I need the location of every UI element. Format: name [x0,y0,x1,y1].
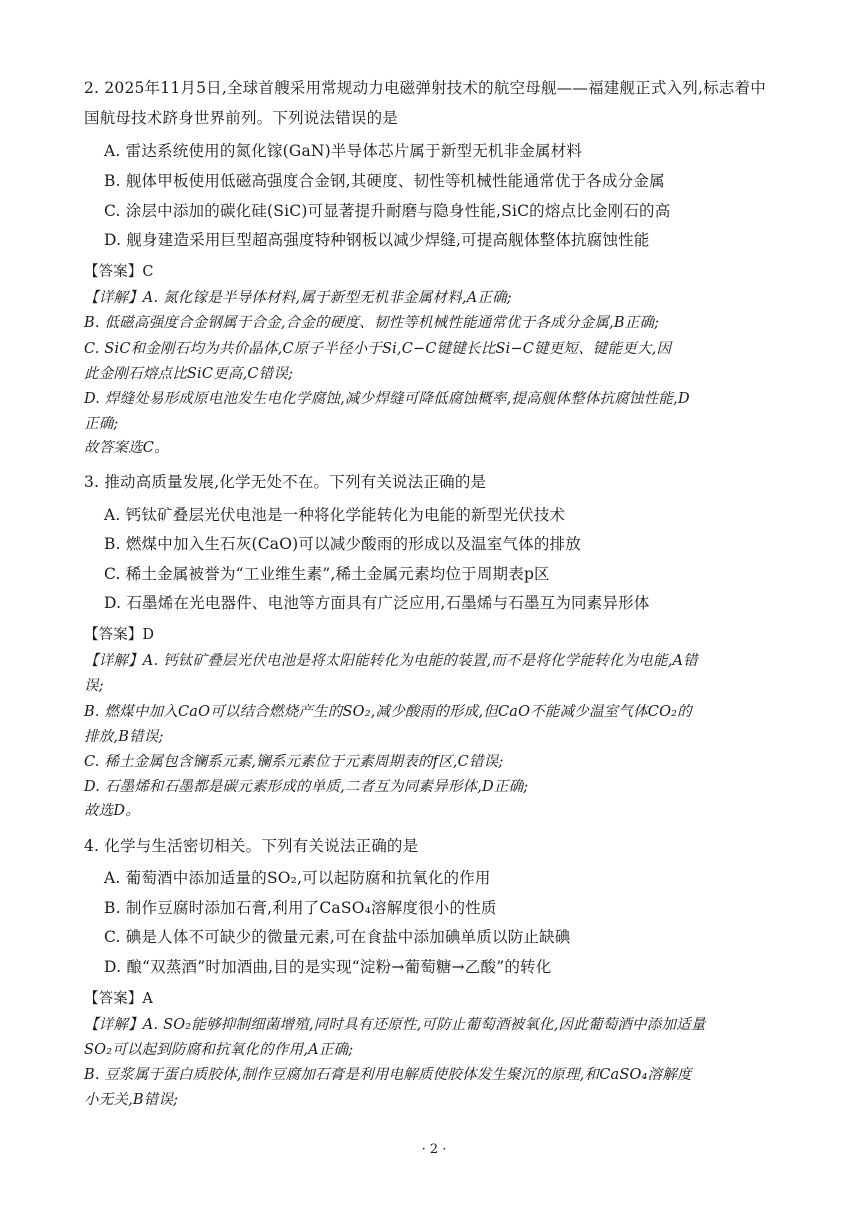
q3-explanation-line5: C. 稀土金属包含镧系元素,镧系元素位于元素周期表的f区,C错误; [84,754,504,770]
q4-option-b: B. 制作豆腐时添加石膏,利用了CaSO₄溶解度很小的性质 [104,899,497,917]
q3-explanation-line7: 故选D。 [84,803,140,819]
page-number: · 2 · [421,1142,447,1157]
q3-option-c: C. 稀土金属被誉为“工业维生素”,稀土金属元素均位于周期表p区 [104,565,550,583]
q2-option-a: A. 雷达系统使用的氮化镓(GaN)半导体芯片属于新型无机非金属材料 [104,142,583,160]
q2-stem-line1: 2. 2025年11月5日,全球首艘采用常规动力电磁弹射技术的航空母舰——福建舰正式入列,标志着中 [84,79,766,97]
q2-explanation-line3: C. SiC和金刚石均为共价晶体,C原子半径小于Si,C−C键键长比Si−C键更短、键能更大,因 [84,341,672,357]
q2-explanation-line7: 故答案选C。 [84,440,169,456]
q3-explanation-line2: 误; [84,678,104,694]
q3-option-b: B. 燃煤中加入生石灰(CaO)可以减少酸雨的形成以及温室气体的排放 [104,535,581,553]
q2-answer: 【答案】C [84,264,154,280]
q2-stem-line2: 国航母技术跻身世界前列。下列说法错误的是 [84,109,399,127]
q2-explanation-line4: 此金刚石熔点比SiC更高,C错误; [84,366,294,382]
q3-answer: 【答案】D [84,627,155,643]
q2-explanation-line1: 【详解】A. 氮化镓是半导体材料,属于新型无机非金属材料,A正确; [84,290,512,306]
q4-explanation-line2: SO₂可以起到防腐和抗氧化的作用,A正确; [84,1042,354,1058]
q4-option-d: D. 酿“双蒸酒”时加酒曲,目的是实现“淀粉→葡萄糖→乙酸”的转化 [104,958,552,976]
q4-answer: 【答案】A [84,991,153,1007]
q4-explanation-line4: 小无关,B错误; [84,1092,179,1108]
q3-explanation-line4: 排放,B错误; [84,729,164,745]
q3-option-a: A. 钙钛矿叠层光伏电池是一种将化学能转化为电能的新型光伏技术 [104,506,566,524]
q3-stem: 3. 推动高质量发展,化学无处不在。下列有关说法正确的是 [84,473,487,491]
q2-option-d: D. 舰身建造采用巨型超高强度特种钢板以减少焊缝,可提高舰体整体抗腐蚀性能 [104,231,650,249]
q3-explanation-line6: D. 石墨烯和石墨都是碳元素形成的单质,二者互为同素异形体,D正确; [84,779,529,795]
q3-explanation-line3: B. 燃煤中加入CaO可以结合燃烧产生的SO₂,减少酸雨的形成,但CaO不能减少温室气体CO₂的 [84,704,692,720]
q2-option-b: B. 舰体甲板使用低磁高强度合金钢,其硬度、韧性等机械性能通常优于各成分金属 [104,172,665,190]
q2-explanation-line6: 正确; [84,416,119,432]
q2-explanation-line2: B. 低磁高强度合金钢属于合金,合金的硬度、韧性等机械性能通常优于各成分金属,B正确; [84,315,660,331]
q4-explanation-line1: 【详解】A. SO₂能够抑制细菌增殖,同时具有还原性,可防止葡萄酒被氧化,因此葡萄酒中添加适量 [84,1017,706,1033]
q4-stem: 4. 化学与生活密切相关。下列有关说法正确的是 [84,837,419,855]
q2-explanation-line5: D. 焊缝处易形成原电池发生电化学腐蚀,减少焊缝可降低腐蚀概率,提高舰体整体抗腐蚀性能,D [84,391,690,407]
q4-option-a: A. 葡萄酒中添加适量的SO₂,可以起防腐和抗氧化的作用 [104,869,491,887]
q4-option-c: C. 碘是人体不可缺少的微量元素,可在食盐中添加碘单质以防止缺碘 [104,928,571,946]
q3-explanation-line1: 【详解】A. 钙钛矿叠层光伏电池是将太阳能转化为电能的装置,而不是将化学能转化为电能,A错 [84,653,698,669]
q4-explanation-line3: B. 豆浆属于蛋白质胶体,制作豆腐加石膏是利用电解质使胶体发生聚沉的原理,和CaSO₄溶解度 [84,1067,692,1083]
q3-option-d: D. 石墨烯在光电器件、电池等方面具有广泛应用,石墨烯与石墨互为同素异形体 [104,594,650,612]
q2-option-c: C. 涂层中添加的碳化硅(SiC)可显著提升耐磨与隐身性能,SiC的熔点比金刚石的高 [104,202,671,220]
